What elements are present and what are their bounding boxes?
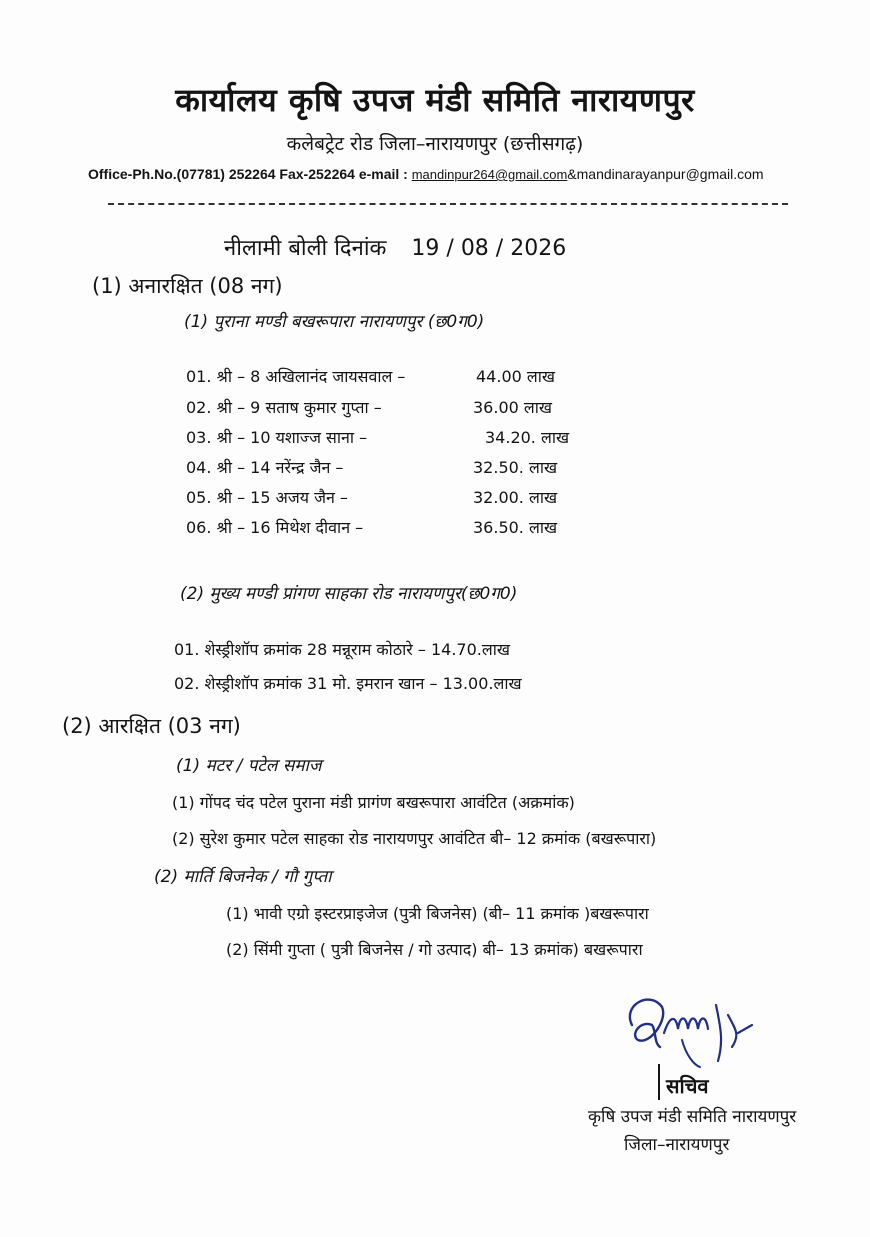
list-item-amount: 44.00 लाख [476,367,555,386]
list-item-amount: 32.00. लाख [473,488,558,507]
signatory-district: जिला–नारायणपुर [624,1135,730,1155]
email-2: &mandinarayanpur@gmail.com [567,166,764,182]
auction-date: 19 / 08 / 2026 [411,236,567,261]
group-business-heading: (2) मार्ति बिजनेक / गौ गुप्ता [154,867,332,887]
office-title: कार्यालय कृषि उपज मंडी समिति नारायणपुर [175,81,695,119]
divider [108,203,788,205]
list-item: (1) गोंपद चंद पटेल पुराना मंडी प्रागंण बखरूपारा आवंटित (अक्रमांक) [172,793,575,812]
section-reserved-heading: (2) आरक्षित (03 नग) [62,714,241,738]
section-unreserved-heading: (1) अनारक्षित (08 नग) [92,274,283,298]
list-item: (1) भावी एग्रो इस्टरप्राइजेज (पुत्री बिजनेस) (बी– 11 क्रमांक )बखरूपारा [226,904,649,923]
group-old-mandi-heading: (1) पुराना मण्डी बखरूपारा नारायणपुर (छ0ग0) [184,312,485,332]
list-item-amount: 32.50. लाख [473,458,558,477]
list-item-amount: 36.50. लाख [473,518,558,537]
office-address: कलेबट्रेट रोड जिला–नारायणपुर (छत्तीसगढ़) [286,133,584,155]
list-item: 05. श्री – 15 अजय जैन – [186,488,348,507]
list-item: 02. शेस्ड्रीशॉप क्रमांक 31 मो. इमरान खान – 13.00.लाख [174,674,522,693]
email-link-1[interactable]: mandinpur264@gmail.com [411,167,568,182]
signature-mark [620,985,770,1070]
group-patel-heading: (1) मटर / पटेल समाज [176,756,322,776]
list-item: 02. श्री – 9 सताष कुमार गुप्ता – [186,398,382,417]
group-main-mandi-heading: (2) मुख्य मण्डी प्रांगण साहका रोड नारायणपुर(छ0ग0) [180,584,518,604]
contact-line [88,166,764,182]
signatory-title: सचिव [666,1074,709,1098]
contact-phone-fax: Office-Ph.No.(07781) 252264 Fax-252264 e-mail : [88,166,408,182]
auction-label: नीलामी बोली दिनांक [224,236,387,261]
list-item-amount: 36.00 लाख [473,398,552,417]
signature-stroke [658,1064,660,1100]
list-item: 01. शेस्ड्रीशॉप क्रमांक 28 मन्नूराम कोठारे – 14.70.लाख [174,640,510,659]
list-item-amount: 34.20. लाख [485,428,570,447]
list-item: 01. श्री – 8 अखिलानंद जायसवाल – [186,367,406,386]
list-item: 03. श्री – 10 यशाज्ज साना – [186,428,368,447]
list-item: (2) सुरेश कुमार पटेल साहका रोड नारायणपुर आवंटित बी– 12 क्रमांक (बखरूपारा) [172,829,657,848]
list-item: (2) सिंमी गुप्ता ( पुत्री बिजनेस / गो उत्पाद) बी– 13 क्रमांक) बखरूपारा [226,940,643,959]
auction-date-line [224,232,566,262]
list-item: 06. श्री – 16 मिथेश दीवान – [186,518,364,537]
signatory-org: कृषि उपज मंडी समिति नारायणपुर [588,1107,797,1127]
list-item: 04. श्री – 14 नरेंन्द्र जैन – [186,458,344,477]
